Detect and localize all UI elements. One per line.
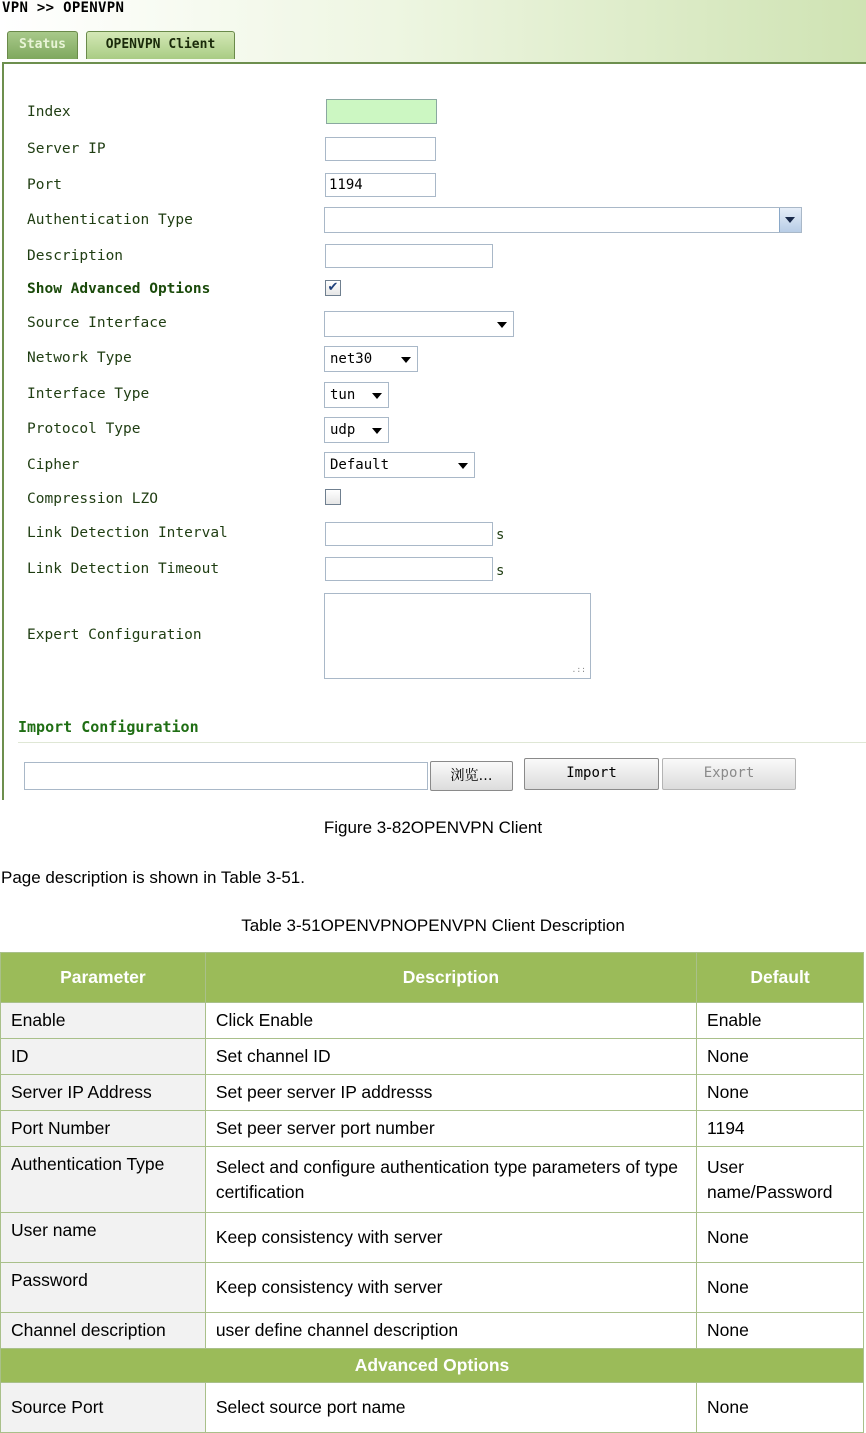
compression-lzo-checkbox[interactable] — [325, 489, 341, 505]
interface-type-select[interactable] — [324, 382, 389, 408]
default-cell: Enable — [697, 1003, 864, 1039]
chevron-down-icon — [497, 322, 507, 328]
server-ip-label: Server IP — [27, 141, 106, 157]
link-interval-unit: s — [496, 527, 505, 543]
link-interval-label: Link Detection Interval — [27, 525, 228, 541]
param-cell: Password — [1, 1263, 206, 1313]
desc-cell: Keep consistency with server — [205, 1263, 696, 1313]
param-cell: Channel description — [1, 1313, 206, 1349]
resize-grip-icon[interactable]: .:: — [571, 665, 586, 674]
table-row — [1, 1263, 864, 1313]
source-interface-label: Source Interface — [27, 315, 167, 331]
default-cell: None — [697, 1075, 864, 1111]
expert-config-label: Expert Configuration — [27, 627, 202, 643]
checkmark-icon: ✔ — [327, 280, 339, 295]
chevron-down-icon — [372, 428, 382, 434]
default-cell: User name/Password — [697, 1147, 864, 1213]
show-advanced-label: Show Advanced Options — [27, 281, 211, 297]
header-parameter: Parameter — [1, 953, 206, 1003]
figure-caption: Figure 3-82OPENVPN Client — [323, 818, 543, 837]
desc-cell: Keep consistency with server — [205, 1213, 696, 1263]
chevron-down-icon — [401, 357, 411, 363]
page-description-text: Page description is shown in Table 3-51. — [1, 868, 305, 887]
default-cell: None — [697, 1263, 864, 1313]
protocol-type-value: udp — [330, 422, 356, 438]
default-cell: None — [697, 1039, 864, 1075]
param-cell: Port Number — [1, 1111, 206, 1147]
cipher-select[interactable] — [324, 452, 475, 478]
table-row — [1, 1383, 864, 1433]
auth-type-dropdown-button[interactable] — [779, 208, 801, 232]
param-cell: Authentication Type — [1, 1147, 206, 1213]
default-cell: 1194 — [697, 1111, 864, 1147]
desc-cell: Click Enable — [205, 1003, 696, 1039]
param-cell: ID — [1, 1039, 206, 1075]
network-type-label: Network Type — [27, 350, 132, 366]
table-row — [1, 1313, 864, 1349]
interface-type-value: tun — [330, 387, 356, 403]
index-label: Index — [27, 104, 71, 120]
chevron-down-icon — [785, 217, 795, 223]
cipher-value: Default — [330, 457, 390, 473]
browse-button[interactable]: 浏览… — [430, 761, 513, 791]
port-label: Port — [27, 177, 62, 193]
port-input[interactable]: 1194 — [325, 173, 436, 197]
cipher-label: Cipher — [27, 457, 80, 473]
default-cell: None — [697, 1313, 864, 1349]
desc-cell: Set peer server port number — [205, 1111, 696, 1147]
section-row — [1, 1349, 864, 1383]
table-caption: Table 3-51OPENVPNOPENVPN Client Description — [241, 916, 625, 935]
link-timeout-input[interactable] — [325, 557, 493, 581]
table-row — [1, 1213, 864, 1263]
expert-config-textarea[interactable] — [324, 593, 591, 679]
table-row — [1, 1111, 864, 1147]
export-button[interactable]: Export — [662, 758, 796, 790]
header-bar — [0, 0, 866, 64]
table-row — [1, 1147, 864, 1213]
description-input[interactable] — [325, 244, 493, 268]
breadcrumb: VPN >> OPENVPN — [2, 0, 125, 16]
import-config-title: Import Configuration — [18, 718, 199, 736]
network-type-select[interactable] — [324, 346, 418, 372]
protocol-type-label: Protocol Type — [27, 421, 141, 437]
tab-status[interactable]: Status — [7, 31, 78, 59]
tab-openvpn-client[interactable]: OPENVPN Client — [86, 31, 235, 59]
table-row — [1, 1075, 864, 1111]
table-row — [1, 1003, 864, 1039]
param-cell: User name — [1, 1213, 206, 1263]
param-cell: Source Port — [1, 1383, 206, 1433]
table-header-row — [1, 953, 864, 1003]
divider — [18, 742, 866, 743]
header-default: Default — [697, 953, 864, 1003]
default-cell: None — [697, 1383, 864, 1433]
server-ip-input[interactable] — [325, 137, 436, 161]
description-label: Description — [27, 248, 124, 264]
table-row — [1, 1039, 864, 1075]
index-input[interactable] — [326, 99, 437, 124]
auth-type-label: Authentication Type — [27, 212, 193, 228]
section-advanced-options: Advanced Options — [1, 1349, 864, 1383]
desc-cell: Set channel ID — [205, 1039, 696, 1075]
import-button[interactable]: Import — [524, 758, 659, 790]
protocol-type-select[interactable] — [324, 417, 389, 443]
desc-cell: Set peer server IP addresss — [205, 1075, 696, 1111]
param-cell: Enable — [1, 1003, 206, 1039]
desc-cell: Select source port name — [205, 1383, 696, 1433]
link-interval-input[interactable] — [325, 522, 493, 546]
import-file-input[interactable] — [24, 762, 428, 790]
interface-type-label: Interface Type — [27, 386, 150, 402]
description-table — [0, 952, 864, 1433]
desc-cell: user define channel description — [205, 1313, 696, 1349]
network-type-value: net30 — [330, 351, 373, 367]
link-timeout-unit: s — [496, 563, 505, 579]
compression-lzo-label: Compression LZO — [27, 491, 158, 507]
auth-type-select[interactable] — [324, 207, 802, 233]
desc-cell: Select and configure authentication type parameters of type certification — [205, 1147, 696, 1213]
source-interface-select[interactable] — [324, 311, 514, 337]
show-advanced-checkbox[interactable] — [325, 280, 341, 296]
chevron-down-icon — [458, 463, 468, 469]
chevron-down-icon — [372, 393, 382, 399]
param-cell: Server IP Address — [1, 1075, 206, 1111]
link-timeout-label: Link Detection Timeout — [27, 561, 220, 577]
header-description: Description — [205, 953, 696, 1003]
default-cell: None — [697, 1213, 864, 1263]
